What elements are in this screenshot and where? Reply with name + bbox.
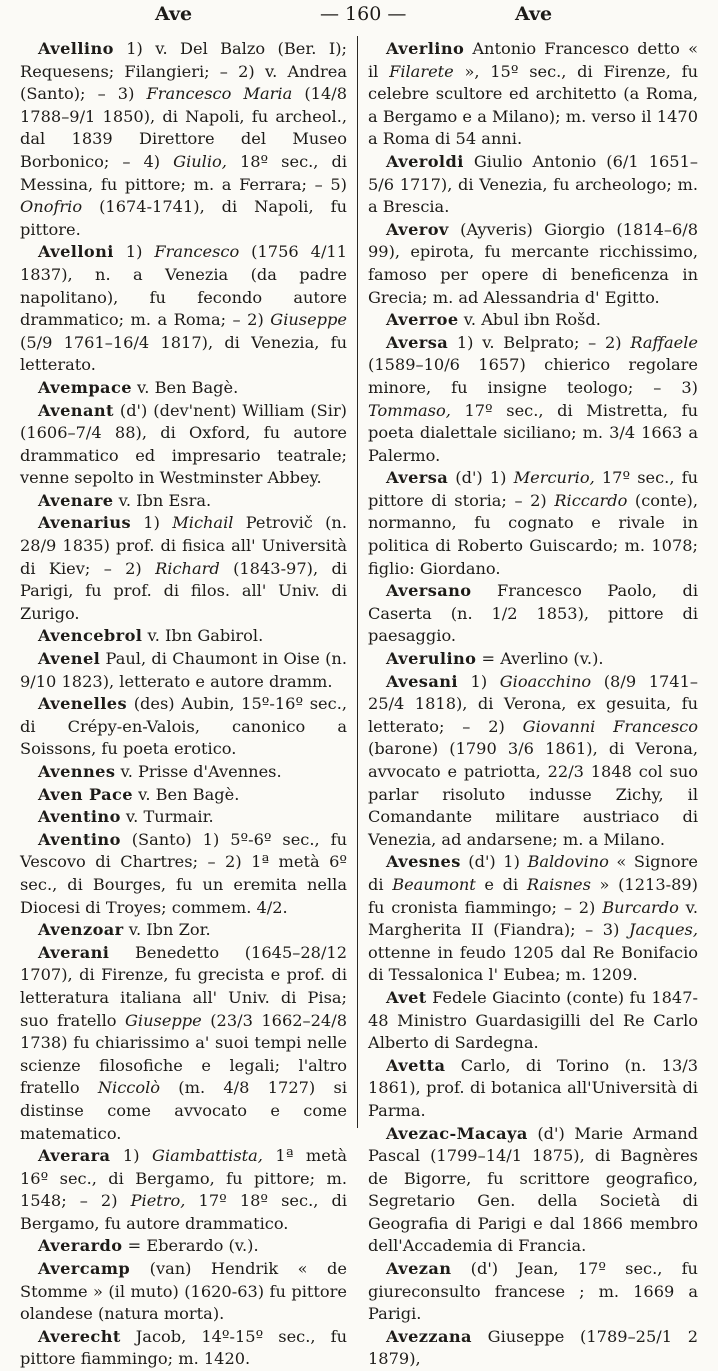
entry-headword: Averara <box>38 1146 111 1166</box>
entry-text: (1589–10/6 1657) chierico regolare minore, fu insigne teologo; – 3) <box>368 355 698 397</box>
entry-text: = Eberardo (v.). <box>122 1236 259 1256</box>
entry-text: (d') (dev'nent) William (Sir) (1606–7/4 88), di Oxford, fu autore drammatico ed impresario teatrale; venne sepolto in Westminster Abbey. <box>20 400 347 488</box>
entry-text: (5/9 1761–16/4 1817), di Venezia, fu letterato. <box>20 332 347 375</box>
dictionary-entry <box>368 580 698 648</box>
entry-text: Paul, di Chaumont in Oise (n. 9/10 1823), letterato e autore dramm. <box>20 649 347 691</box>
page-number: — 160 — <box>320 3 407 25</box>
entry-italic-name: Michail <box>172 513 234 533</box>
entry-headword: Avenzoar <box>38 920 124 940</box>
entry-italic-name: Giuseppe <box>270 310 347 330</box>
entry-headword: Avenarius <box>38 513 132 533</box>
dictionary-entry <box>20 648 347 693</box>
entry-text: 18º sec., di Messina, fu pittore; m. a Ferrara; – 5) <box>20 151 347 194</box>
entry-headword: Aversa <box>386 468 449 488</box>
entry-text: Jacob, 14º-15º sec., fu pittore fiammingo; m. 1420. <box>20 1326 347 1369</box>
entry-text: (barone) (1790 3/6 1861), di Verona, avvocato e patriotta, 22/3 1848 col suo parlar risoluto indusse Zichy, il Comandante militare austriaco di Venezia, ad andarsene; m. a Milano. <box>368 739 698 849</box>
entry-headword: Avenelles <box>38 694 127 714</box>
entry-text: v. Abul ibn Rošd. <box>458 310 601 330</box>
entry-headword: Averlino <box>386 39 465 58</box>
entry-text: (d') 1) <box>460 852 528 872</box>
entry-text: » (1213-89) fu cronista fiammingo; – 2) <box>368 874 699 917</box>
entry-italic-name: Giovanni Francesco <box>522 716 698 736</box>
entry-text: « Signore di <box>368 852 698 894</box>
entry-text: ottenne in feudo 1205 dal Re Bonifacio di Tessalonica l' Eubea; m. 1209. <box>368 942 698 985</box>
entry-text: (14/8 1788–9/1 1850), di Napoli, fu archeol., dal 1839 Direttore del Museo Borbonico; – 4) <box>20 84 348 171</box>
dictionary-entry <box>20 1235 347 1258</box>
entry-headword: Avezan <box>386 1259 452 1279</box>
entry-italic-name: Giambattista, <box>152 1146 263 1166</box>
entry-headword: Avencebrol <box>38 626 143 646</box>
entry-headword: Avelloni <box>38 242 114 262</box>
entry-text: 1) <box>113 242 155 262</box>
entry-text: (des) Aubin, 15º-16º sec., di Crépy-en-Valois, canonico a Soissons, fu poeta erotico. <box>20 694 347 759</box>
entry-text: v. Ben Bagè. <box>131 377 239 397</box>
entry-italic-name: Beaumont <box>392 874 476 894</box>
dictionary-entry <box>20 1145 347 1235</box>
dictionary-entry <box>368 648 698 671</box>
dictionary-entry <box>20 1258 347 1326</box>
entry-text: (van) Hendrik « de Stomme » (il muto) (1620-63) fu pittore olandese (natura morta). <box>20 1259 347 1324</box>
dictionary-entry <box>20 693 347 761</box>
dictionary-entry <box>368 467 698 580</box>
entry-text: v. Margherita II (Fiandra); – 3) <box>368 897 699 940</box>
entry-text: = Averlino (v.). <box>476 649 604 669</box>
entry-text: 1) <box>131 513 173 533</box>
column-divider <box>357 36 358 1128</box>
entry-text: (1756 4/11 1837), n. a Venezia (da padre napolitano), fu fecondo autore drammatico; m. a Roma; – 2) <box>20 242 348 330</box>
entry-italic-name: Giuseppe <box>125 1010 202 1030</box>
entry-headword: Aven Pace <box>38 784 133 804</box>
entry-text: 1) <box>457 671 500 691</box>
entry-text: (8/9 1741–25/4 1818), di Verona, ex gesuita, fu letterato; – 2) <box>368 671 698 736</box>
entry-text: Benedetto (1645–28/12 1707), di Firenze, fu grecista e prof. di letteratura italiana all' Univ. di Pisa; suo fratello <box>20 942 347 1030</box>
entry-italic-name: Raffaele <box>630 332 698 352</box>
right-column <box>368 38 699 1369</box>
entry-headword: Averroe <box>386 310 459 330</box>
header-left-word: Ave <box>155 3 193 25</box>
entry-text: Fedele Giacinto (conte) fu 1847-48 Ministro Guardasigilli del Re Carlo Alberto di Sardegna. <box>368 987 698 1053</box>
entry-text: (d') Jean, 17º sec., fu giureconsulto francese ; m. 1669 a Parigi. <box>368 1259 698 1324</box>
entry-text: (Ayveris) Giorgio (1814–6/8 99), epirota, fu mercante ricchissimo, famoso per opere di beneficenza in Grecia; m. ad Alessandria d' Egitto. <box>368 219 698 307</box>
entry-headword: Averardo <box>38 1236 123 1256</box>
entry-text: e di <box>475 874 527 894</box>
entry-headword: Avenant <box>38 400 114 420</box>
entry-headword: Averani <box>38 942 110 962</box>
entry-headword: Avetta <box>386 1055 446 1075</box>
dictionary-entry <box>20 919 347 942</box>
dictionary-entry <box>368 671 698 852</box>
entry-text: v. Prisse d'Avennes. <box>115 762 282 781</box>
entry-text: v. Ben Bagè. <box>133 784 240 804</box>
entry-headword: Avezzana <box>386 1326 472 1346</box>
entry-text: v. Ibn Gabirol. <box>142 626 264 646</box>
entry-headword: Aversa <box>386 332 449 352</box>
entry-text: 1) <box>110 1146 153 1166</box>
entry-text: (d') Marie Armand Pascal (1799–14/1 1875), di Bagnères de Bigorre, fu scrittore geografico, Segretario Gen. della Società di Geografia di Parigi e dal 1866 membro dell'Accademia di Francia. <box>368 1123 698 1256</box>
entry-text: (1674-1741), di Napoli, fu pittore. <box>20 197 347 239</box>
dictionary-entry <box>368 1326 698 1371</box>
entry-italic-name: Giulio, <box>173 151 227 171</box>
entry-text: 1) v. Belprato; – 2) <box>448 332 631 352</box>
entry-headword: Aventino <box>38 829 121 849</box>
dictionary-entry <box>20 1326 347 1371</box>
entry-italic-name: Onofrio <box>20 197 83 217</box>
dictionary-entry <box>20 784 347 807</box>
entry-text: (Santo) 1) 5º-6º sec., fu Vescovo di Chartres; – 2) 1ª metà 6º sec., di Bourges, fu un eremita nella Diocesi di Troyes; commem. 4/2. <box>20 829 347 917</box>
entry-headword: Aversano <box>386 581 472 601</box>
dictionary-entry <box>20 377 347 400</box>
entry-text: 17º sec., fu pittore di storia; – 2) <box>368 468 698 510</box>
dictionary-entry <box>20 761 347 784</box>
entry-headword: Avesnes <box>386 852 461 872</box>
entry-text: v. Ibn Zor. <box>123 920 211 940</box>
dictionary-entry <box>20 38 347 241</box>
entry-text: (1843-97), di Parigi, fu prof. di filos. all' Univ. di Zurigo. <box>20 558 348 623</box>
entry-text: (d') 1) <box>448 468 514 488</box>
dictionary-entry <box>368 332 698 468</box>
entry-italic-name: Gioacchino <box>499 671 592 691</box>
entry-italic-name: Riccardo <box>554 490 628 510</box>
entry-headword: Avezac-Macaya <box>386 1123 528 1143</box>
entry-headword: Avenare <box>38 490 114 510</box>
entry-headword: Avenel <box>38 649 101 669</box>
entry-text: Giulio Antonio (6/1 1651–5/6 1717), di Venezia, fu archeologo; m. a Brescia. <box>368 151 698 217</box>
entry-headword: Averov <box>386 219 449 239</box>
entry-italic-name: Raisnes <box>526 874 591 894</box>
entry-text: 1ª metà 16º sec., di Bergamo, fu pittore; m. 1548; – 2) <box>20 1146 347 1211</box>
entry-headword: Avempace <box>38 377 132 397</box>
dictionary-entry <box>20 625 347 648</box>
entry-text: Antonio Francesco detto « il <box>368 39 698 81</box>
header-right-word: Ave <box>515 3 553 25</box>
entry-italic-name: Francesco Maria <box>146 84 293 104</box>
entry-text: 17º sec., di Mistretta, fu poeta dialettale siciliano; m. 3/4 1663 a Palermo. <box>368 400 698 465</box>
entry-italic-name: Baldovino <box>527 852 609 872</box>
entry-headword: Avercamp <box>38 1259 131 1279</box>
entry-text: v. Ibn Esra. <box>113 490 212 510</box>
entry-headword: Avennes <box>38 762 116 781</box>
left-column <box>20 38 348 1369</box>
entry-text: (conte), normanno, fu cognato e rivale in politica di Roberto Guiscardo; m. 1078; figlio: Giordano. <box>368 490 699 578</box>
dictionary-entry <box>20 942 347 1145</box>
dictionary-entry <box>20 829 347 919</box>
entry-headword: Averoldi <box>386 151 464 171</box>
page-header <box>0 0 718 30</box>
entry-headword: Averecht <box>38 1326 121 1346</box>
entry-text: 17º 18º sec., di Bergamo, fu autore drammatico. <box>20 1191 347 1233</box>
entry-text: Francesco Paolo, di Caserta (n. 1/2 1853), pittore di paesaggio. <box>368 581 698 646</box>
entry-headword: Aventino <box>38 807 121 827</box>
dictionary-entry <box>368 309 698 332</box>
entry-italic-name: Francesco <box>154 242 240 262</box>
entry-text: (23/3 1662–24/8 1738) fu chiarissimo a' suoi tempi nelle scienze filosofiche e legali; l'altro fratello <box>20 1010 347 1098</box>
dictionary-entry <box>20 400 347 490</box>
dictionary-entry <box>20 241 347 377</box>
entry-italic-name: Tommaso, <box>368 400 451 420</box>
entry-text: Petrovič (n. 28/9 1835) prof. di fisica all' Università di Kiev; – 2) <box>20 513 347 578</box>
dictionary-entry <box>20 512 347 625</box>
entry-text: 1) v. Del Balzo (Ber. I); Requesens; Filangieri; – 2) v. Andrea (Santo); – 3) <box>20 39 347 104</box>
entry-headword: Avellino <box>38 39 114 58</box>
entry-italic-name: Filarete <box>389 61 454 81</box>
entry-italic-name: Richard <box>155 558 220 578</box>
entry-headword: Avet <box>386 987 427 1007</box>
entry-headword: Averulino <box>386 649 477 669</box>
entry-italic-name: Burcardo <box>602 897 679 917</box>
dictionary-entry <box>368 38 698 151</box>
entry-italic-name: Mercurio, <box>513 468 595 488</box>
dictionary-entry <box>368 1258 698 1326</box>
dictionary-entry <box>368 151 698 219</box>
entry-headword: Avesani <box>386 671 458 691</box>
dictionary-entry <box>368 219 698 309</box>
entry-italic-name: Niccolò <box>97 1078 161 1098</box>
entry-text: (m. 4/8 1727) si distinse come avvocato e come matematico. <box>20 1078 347 1143</box>
dictionary-entry <box>20 806 347 829</box>
entry-italic-name: Pietro, <box>130 1191 186 1211</box>
dictionary-entry <box>368 1055 698 1123</box>
dictionary-entry <box>368 1123 698 1259</box>
entry-text: Carlo, di Torino (n. 13/3 1861), prof. di botanica all'Università di Parma. <box>368 1055 698 1120</box>
entry-text: », 15º sec., di Firenze, fu celebre scultore ed architetto (a Roma, a Bergamo e a Milano); m. verso il 1470 a Roma di 54 anni. <box>368 61 698 149</box>
entry-text: v. Turmair. <box>120 807 214 827</box>
dictionary-entry <box>20 490 347 513</box>
entry-text: Giuseppe (1789–25/1 2 1879), <box>368 1326 698 1369</box>
dictionary-entry <box>368 851 698 987</box>
entry-italic-name: Jacques, <box>628 920 698 940</box>
dictionary-entry <box>368 987 698 1055</box>
